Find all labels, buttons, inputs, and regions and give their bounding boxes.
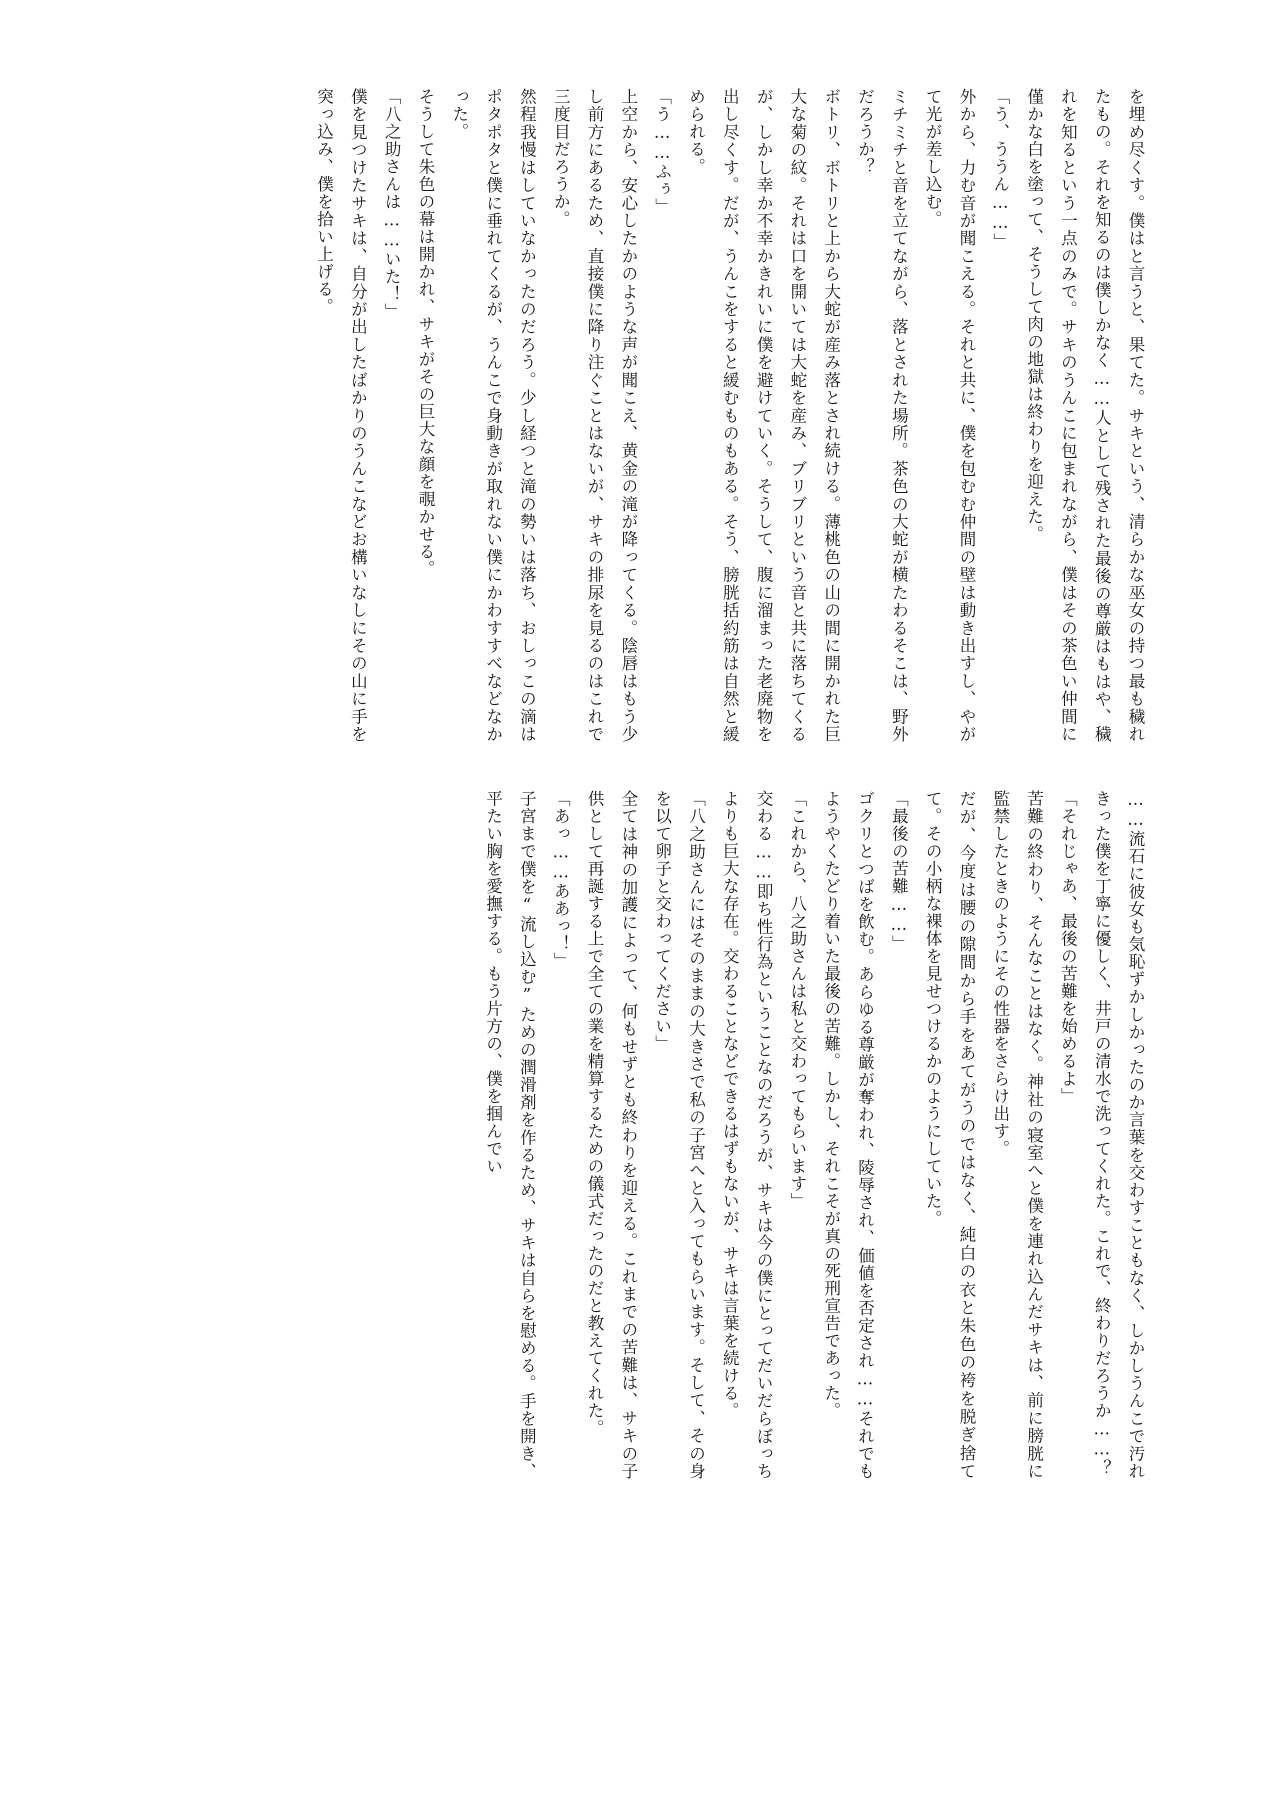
upper-text-block: [128, 88, 1152, 743]
paragraph: ミチミチと音を立てながら、落とされた場所。茶色の大蛇が横たわるそこは、野外だろうか？: [855, 88, 909, 743]
paragraph: 外から、力む音が聞こえる。それと共に、僕を包むむ仲間の壁は動き出すし、やがて光が差し込む。: [923, 88, 976, 743]
paragraph: 上空から、安心したかのような声が聞こえ、黄金の滝が降ってくる。陰唇はもう少し前方にあるため、直接僕に降り注ぐことはないが、サキの排尿を見るのはこれで三度目だろうか。: [551, 88, 638, 743]
paragraph: 「それじゃあ、最後の苦難を始めるよ」: [1058, 790, 1078, 1105]
paragraph: 僕を見つけたサキは、自分が出したばかりのうんこなどお構いなしにその山に手を突っ込み、僕を拾い上げる。: [314, 88, 368, 743]
paragraph: 苦難の終わり、そんなことはなく。神社の寝室へと僕を連れ込んだサキは、前に膀胱に監禁したときのようにその性器をさらけ出す。: [990, 790, 1044, 1480]
paragraph: 子宮まで僕を“流し込む”ための潤滑剤を作るため、サキは自らを慰める。手を開き、平たい胸を愛撫する。もう片方の、僕を掴んでい: [483, 790, 537, 1480]
paragraph: 「八之助さんにはそのままの大きさで私の子宮へと入ってもらいます。そして、その身を以て卵子と交わってください」: [652, 790, 706, 1480]
paragraph: 「う……ふぅ」: [652, 88, 672, 216]
paragraph: ゴクリとつばを飲む。あらゆる尊厳が奪われ、陵辱され、価値を否定され……それでもようやくたどり着いた最後の苦難。しかし、それこそが真の死刑宣告であった。: [821, 790, 875, 1480]
paragraph: ボトリ、ボトリと上から大蛇が産み落とされ続ける。薄桃色の山の間に開かれた巨大な菊の紋。それは口を開いては大蛇を産み、ブリブリという音と共に落ちてくるが、しかし幸か不幸かきれいに僕を避けていく。そうして、腹に溜まった老廃物を出し尽くす。だが、うんこをすると緩むものもある。そう、膀胱括約筋は自然と緩められる。: [686, 88, 841, 743]
paragraph: 然程我慢はしていなかったのだろう。少し経つと滝の勢いは落ち、おしっこの滴はポタポタと僕に垂れてくるが、うんこで身動きが取れない僕にかわすすべなどなかった。: [449, 88, 537, 743]
paragraph: 「あっ……ああっ！」: [551, 790, 571, 970]
paragraph: 「最後の苦難……」: [889, 790, 909, 953]
paragraph: 「これから、八之助さんは私と交わってもらいます」: [787, 790, 807, 1210]
paragraph: ……流石に彼女も気恥ずかしかったのか言葉を交わすこともなく、しかしうんこで汚れきった僕を丁寧に優しく、井戸の清水で洗ってくれた。これで、終わりだろうか……？: [1092, 790, 1145, 1480]
paragraph: 交わる……即ち性行為ということなのだろうが、サキは今の僕にとってだいだらぼっちよりも巨大な存在。交わることなどできるはずもないが、サキは言葉を続ける。: [720, 790, 774, 1480]
paragraph: だが、今度は腰の隙間から手をあてがうのではなく、純白の衣と朱色の袴を脱ぎ捨てて。その小柄な裸体を見せつけるかのようにしていた。: [923, 790, 976, 1480]
paragraph: を埋め尽くす。僕はと言うと、果てた。サキという、清らかな巫女の持つ最も穢れたもの。それを知るのは僕しかなく……人として残された最後の尊厳はもはや、穢れを知るという一点のみで。サキのうんこに包まれながら、僕はその茶色い仲間に僅かな白を塗って、そうして肉の地獄は終わりを迎えた。: [1024, 88, 1145, 743]
paragraph: 「う、ううん……」: [990, 88, 1010, 251]
paragraph: 「八之助さんは……いた！」: [382, 88, 402, 321]
paragraph: 全ては神の加護によって、何もせずとも終わりを迎える。これまでの苦難は、サキの子供として再誕する上で全ての業を精算するための儀式だったのだと教えてくれた。: [585, 790, 638, 1480]
lower-text-block: [128, 790, 1152, 1480]
paragraph: そうして朱色の幕は開かれ、サキがその巨大な顔を覗かせる。: [415, 88, 435, 578]
